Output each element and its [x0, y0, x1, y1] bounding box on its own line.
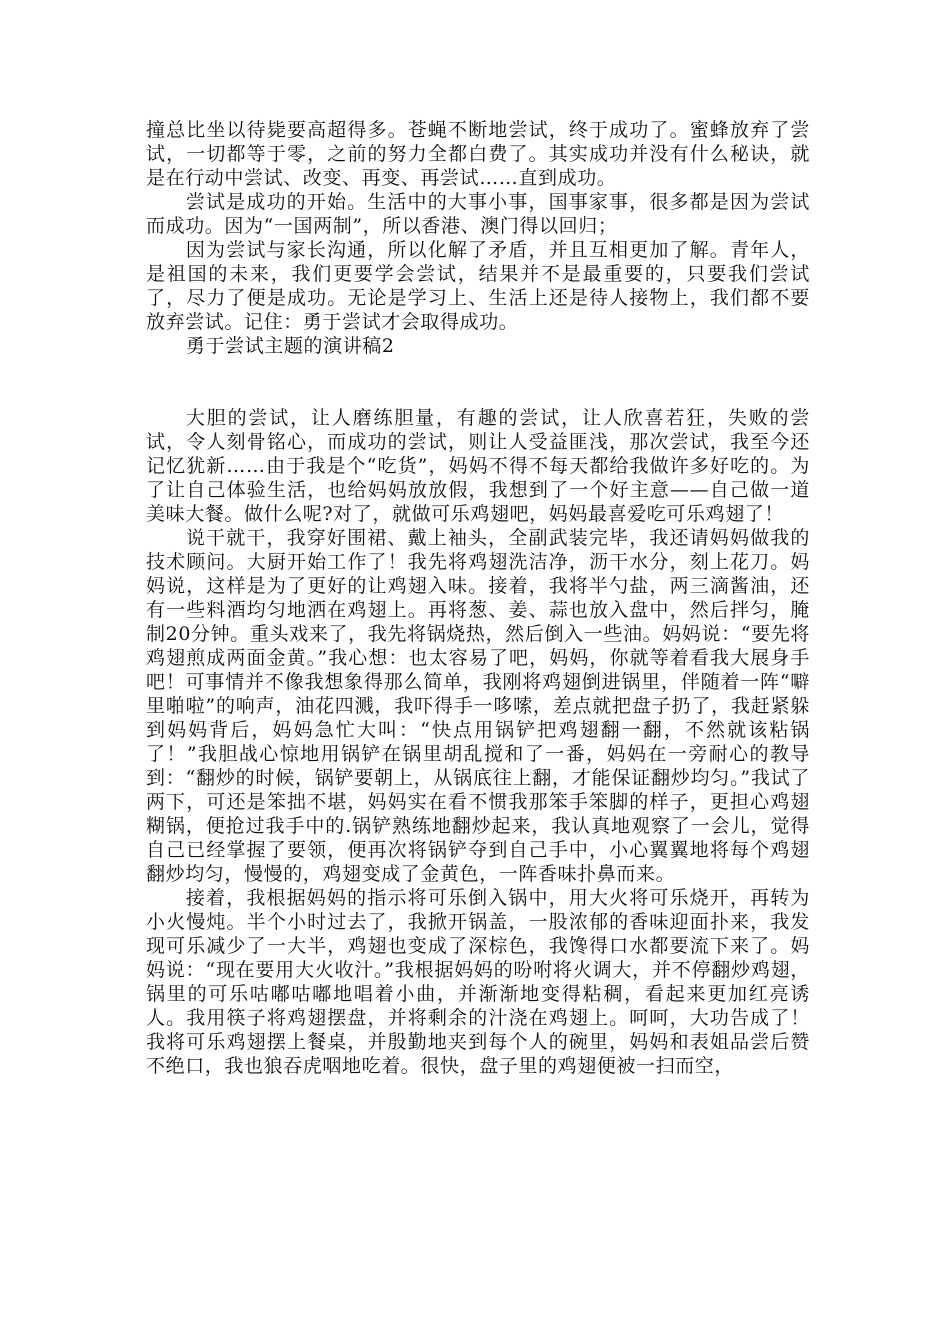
paragraph: 因为尝试与家长沟通，所以化解了矛盾，并且互相更加了解。青年人，是祖国的未来，我们更要学会尝试，结果并不是最重要的，只要我们尝试了，尽力了便是成功。无论是学习上、生活上还是待人接物上，我们都不要放弃尝试。记住：勇于尝试才会取得成功。	[146, 239, 810, 333]
paragraph: 尝试是成功的开始。生活中的大事小事，国事家事，很多都是因为尝试而成功。因为“一国两制”，所以香港、澳门得以回归；	[146, 191, 810, 237]
paragraph: 说干就干，我穿好围裙、戴上袖头，全副武装完毕，我还请妈妈做我的技术顾问。大厨开始工作了！我先将鸡翅洗洁净，沥干水分，刻上花刀。妈妈说，这样是为了更好的让鸡翅入味。接着，我将半勺盐，两三滴酱油，还有一些料酒均匀地洒在鸡翅上。再将葱、姜、蒜也放入盘中，然后拌匀，腌制20分钟。重头戏来了，我先将锅烧热，然后倒入一些油。妈妈说：“要先将鸡翅煎成两面金黄。”我心想：也太容易了吧，妈妈，你就等着看我大展身手吧！可事情并不像我想象得那么简单，我刚将鸡翅倒进锅里，伴随着一阵“噼里啪啦”的响声，油花四溅，我吓得手一哆嗦，差点就把盘子扔了，我赶紧躲到妈妈背后，妈妈急忙大叫：“快点用锅铲把鸡翅翻一翻，不然就该粘锅了！”我胆战心惊地用锅铲在锅里胡乱搅和了一番，妈妈在一旁耐心的教导到：“翻炒的时候，锅铲要朝上，从锅底往上翻，才能保证翻炒均匀。”我试了两下，可还是笨拙不堪，妈妈实在看不惯我那笨手笨脚的样子，更担心鸡翅糊锅，便抢过我手中的.锅铲熟练地翻炒起来，我认真地观察了一会儿，觉得自己已经掌握了要领，便再次将锅铲夺到自己手中，小心翼翼地将每个鸡翅翻炒均匀，慢慢的，鸡翅变成了金黄色，一阵香味扑鼻而来。	[146, 527, 810, 885]
paragraph-continuation: 撞总比坐以待毙要高超得多。苍蝇不断地尝试，终于成功了。蜜蜂放弃了尝试，一切都等于零，之前的努力全都白费了。其实成功并没有什么秘诀，就是在行动中尝试、改变、再变、再尝试……直到成功。	[146, 119, 810, 189]
paragraph: 大胆的尝试，让人磨练胆量，有趣的尝试，让人欣喜若狂，失败的尝试，令人刻骨铭心，而成功的尝试，则让人受益匪浅，那次尝试，我至今还记忆犹新……由于我是个“吃货”，妈妈不得不每天都给我做许多好吃的。为了让自己体验生活，也给妈妈放放假，我想到了一个好主意——自己做一道美味大餐。做什么呢?对了，就做可乐鸡翅吧，妈妈最喜爱吃可乐鸡翅了！	[146, 407, 810, 525]
paragraph: 接着，我根据妈妈的指示将可乐倒入锅中，用大火将可乐烧开，再转为小火慢炖。半个小时过去了，我掀开锅盖，一股浓郁的香味迎面扑来，我发现可乐减少了一大半，鸡翅也变成了深棕色，我馋得口水都要流下来了。妈妈说：“现在要用大火收汁。”我根据妈妈的吩咐将火调大，并不停翻炒鸡翅，锅里的可乐咕嘟咕嘟地唱着小曲，并渐渐地变得粘稠，看起来更加红亮诱人。我用筷子将鸡翅摆盘，并将剩余的汁浇在鸡翅上。呵呵，大功告成了！我将可乐鸡翅摆上餐桌，并殷勤地夹到每个人的碗里，妈妈和表姐品尝后赞不绝口，我也狼吞虎咽地吃着。很快，盘子里的鸡翅便被一扫而空，	[146, 887, 810, 1077]
section-title: 勇于尝试主题的演讲稿2	[185, 335, 395, 357]
document-body	[146, 118, 810, 1078]
